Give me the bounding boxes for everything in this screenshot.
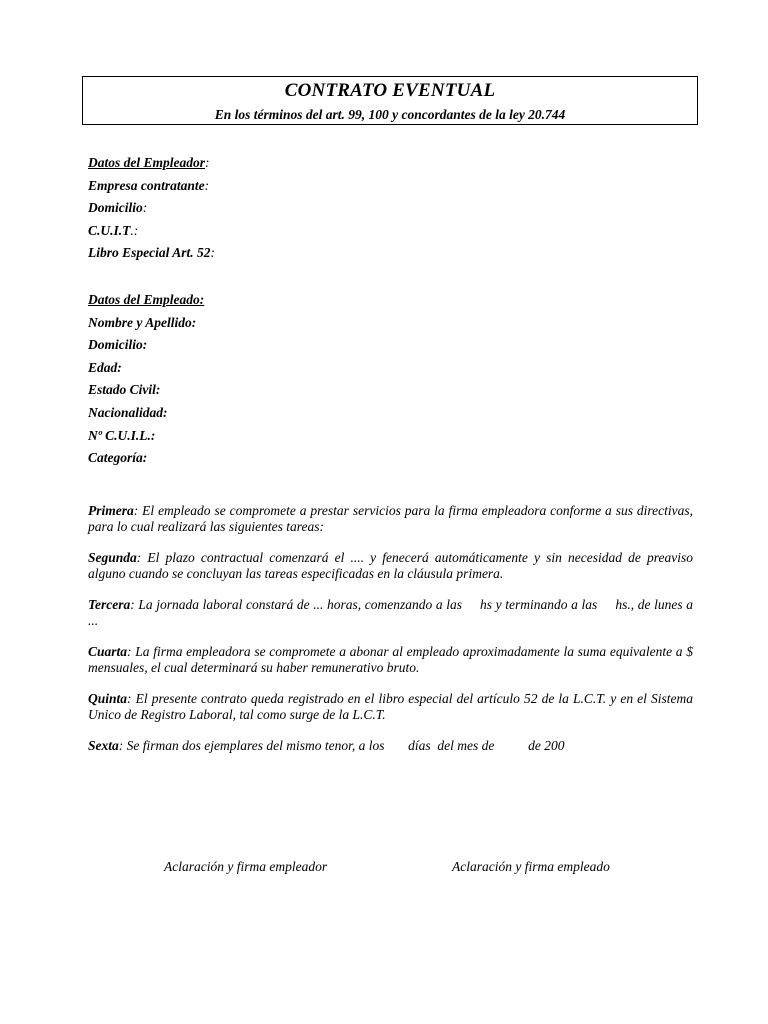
employer-field-colon: :: [210, 245, 216, 261]
employer-field-colon: .:: [130, 222, 139, 238]
employee-field-civil-status: Estado Civil:: [88, 382, 161, 398]
employee-section: [88, 289, 204, 470]
document-title: CONTRATO EVENTUAL: [284, 80, 496, 101]
employee-field-cuil: Nº C.U.I.L.:: [88, 427, 156, 443]
employer-field-label: Domicilio: [88, 200, 143, 216]
employer-heading-colon: :: [205, 155, 210, 170]
clause-text: : La jornada laboral constará de ... horas, comenzando a las hs y terminando a las hs., de lunes a ...: [88, 597, 697, 628]
clause-text: : El empleado se compromete a prestar servicios para la firma empleadora conforme a sus directivas, para lo cual realizará las siguientes tareas:: [88, 503, 693, 534]
clause-quinta: [88, 691, 693, 723]
clause-text: : La firma empleadora se compromete a abonar al empleado aproximadamente la suma equivalente a $ mensuales, el cual determinará su haber remunerativo bruto.: [88, 644, 747, 675]
clause-label: Quinta: [88, 691, 128, 706]
employee-heading: Datos del Empleado:: [88, 292, 205, 307]
employer-signature-label: Aclaración y firma empleador: [164, 859, 328, 874]
employee-field-category: Categoría:: [88, 450, 148, 466]
clause-primera: [88, 503, 693, 535]
employer-field-address: [88, 197, 215, 220]
clause-text: : El plazo contractual comenzará el .... y fenecerá automáticamente y sin necesidad de preaviso alguno cuando se concluyan las tareas especificadas en la cláusula primera.: [88, 550, 693, 581]
employer-field-colon: :: [142, 200, 148, 216]
employee-signature-label: Aclaración y firma empleado: [452, 859, 610, 874]
employer-heading-text: Datos del Empleador: [88, 155, 205, 170]
employer-field-label: C.U.I.T: [88, 222, 131, 238]
clause-sexta: [88, 738, 693, 754]
employee-field-age: Edad:: [88, 359, 122, 375]
employer-field-colon: :: [204, 177, 210, 193]
employee-field-name: Nombre y Apellido:: [88, 314, 197, 330]
employee-field-nationality: Nacionalidad:: [88, 404, 168, 420]
clause-label: Cuarta: [88, 644, 128, 659]
contract-clauses: [88, 503, 747, 754]
clause-label: Primera: [88, 503, 134, 518]
clause-label: Tercera: [88, 597, 131, 612]
clause-label: Sexta: [88, 738, 119, 753]
clause-label: Segunda: [88, 550, 137, 565]
clause-text: : El presente contrato queda registrado en el libro especial del artículo 52 de la L.C.T. y en el Sistema Unico de Registro Laboral, tal como surge de la L.C.T.: [88, 691, 693, 722]
clause-tercera: [88, 597, 697, 629]
clause-segunda: [88, 550, 693, 582]
clause-cuarta: [88, 644, 747, 676]
employer-field-cuit: [88, 220, 215, 243]
employer-field-company: [88, 175, 215, 198]
employee-field-address: Domicilio:: [88, 337, 148, 353]
employer-field-label: Libro Especial Art. 52: [88, 245, 211, 261]
document-subtitle: En los términos del art. 99, 100 y concordantes de la ley 20.744: [214, 107, 566, 122]
employer-field-book: [88, 242, 215, 265]
clause-text: : Se firman dos ejemplares del mismo tenor, a los días del mes de de 200: [118, 738, 565, 753]
employer-field-label: Empresa contratante: [88, 177, 205, 193]
employer-heading: [88, 152, 215, 175]
employer-section: [88, 152, 215, 265]
title-box: [82, 76, 698, 125]
